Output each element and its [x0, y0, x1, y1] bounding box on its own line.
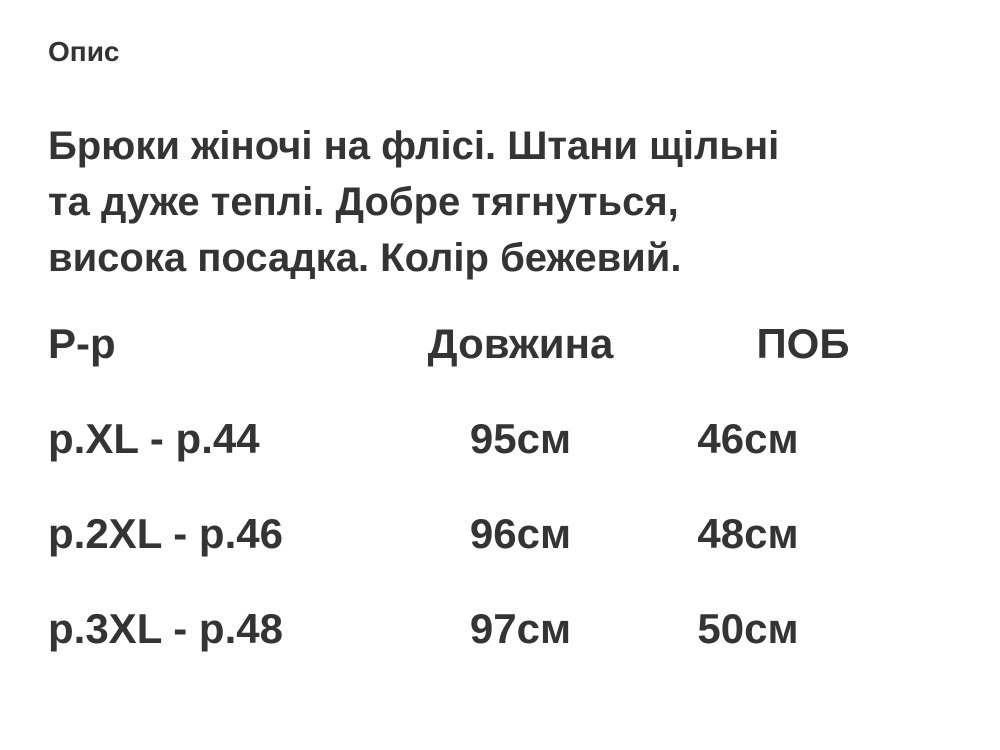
size-table-row: [48, 415, 960, 462]
length-column-header: Довжина: [427, 320, 614, 367]
size-cell: р.2XL - р.46: [48, 510, 283, 557]
description-line: та дуже теплі. Добре тягнуться,: [48, 180, 679, 224]
length-cell: 97см: [469, 605, 572, 652]
length-cell: 95см: [469, 415, 572, 462]
description-line: висока посадка. Колір бежевий.: [48, 236, 682, 280]
product-description: [48, 118, 960, 286]
pob-cell: 46см: [697, 415, 799, 462]
pob-cell: 50см: [697, 605, 799, 652]
pob-cell: 48см: [697, 510, 799, 557]
size-column-header: Р-р: [48, 320, 116, 367]
size-cell: р.XL - р.44: [48, 415, 260, 462]
size-cell: р.3XL - р.48: [48, 605, 283, 652]
size-table-header-row: [48, 320, 960, 367]
size-table: [48, 320, 960, 652]
description-line: Брюки жіночі на флісі. Штани щільні: [48, 124, 780, 168]
pob-column-header: ПОБ: [756, 320, 850, 367]
size-table-row: [48, 510, 960, 557]
length-cell: 96см: [469, 510, 572, 557]
section-title: Опис: [48, 36, 120, 67]
size-table-row: [48, 605, 960, 652]
